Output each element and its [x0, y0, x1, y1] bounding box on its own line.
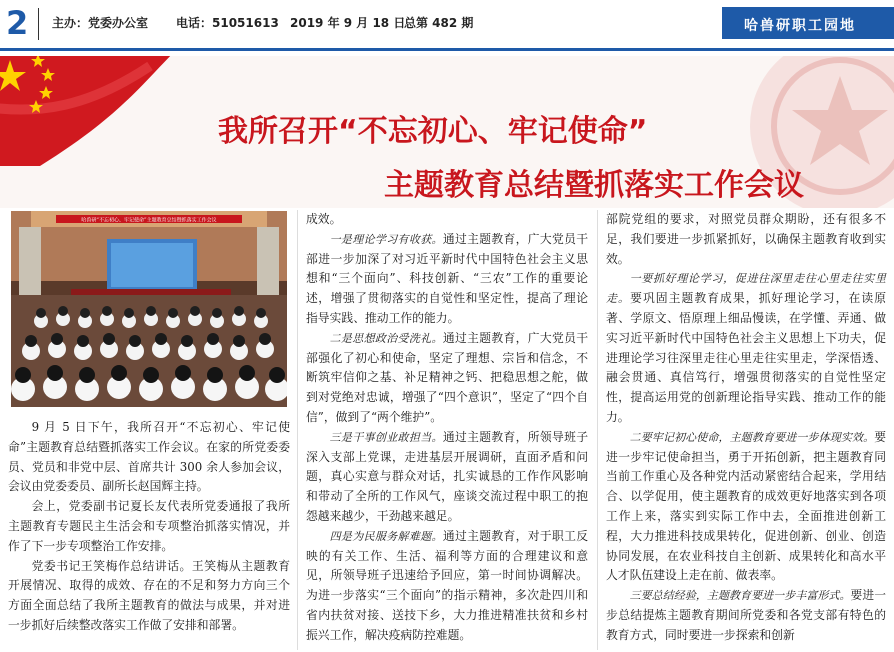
article-title-line2: 主题教育总结暨抓落实工作会议 — [384, 168, 804, 203]
issue-label: 总第 482 期 — [404, 16, 474, 30]
column-divider — [297, 210, 298, 650]
paragraph-body: 通过主题教育，广大党员干部强化了初心和使命，坚定了理想、宗旨和信念，不断筑牢信仰之基、补足精神之钙、把稳思想之舵，做到对党绝对忠诚，增强了“四个意识”，坚定了“四个自信”，做到了“两个维护”。 — [306, 330, 588, 424]
paragraph-body: 要进一步牢记使命担当，勇于开拓创新，把主题教育同当前工作重心及各种党内活动紧密结合起来，学用结合、以学促用，使主题教育的成效更好地落实到各项工作上来，落实到实际工作中去，全面推进创新工程，大力推进科技成果转化，促进创新、创业、创造协同发展，在农业科技自主创新、成果转化和高水平人才队伍建设上走在前、做表率。 — [606, 429, 886, 583]
article-title-line1: 我所召开“不忘初心、牢记使命” — [218, 114, 648, 149]
section-banner — [722, 7, 894, 39]
paragraph-body: 通过主题教育，对于职工反映的有关工作、生活、福利等方面的合理建议和意见，所领导班子迅速给予回应，第一时间协调解决。为进一步落实“三个面向”的指示精神，多次赴四川和省内扶贫对接、送技下乡，大力推进精准扶贫和乡村振兴工作，解决疫病防控难题。 — [306, 528, 588, 642]
page-header — [0, 0, 894, 52]
paragraph — [606, 428, 886, 586]
paragraph — [306, 230, 588, 329]
paragraph-body: 要巩固主题教育成果，抓好理论学习，在读原著、学原文、悟原理上细品慢读，在学懂、弄通、做实习近平新时代中国特色社会主义思想上下功夫，促进理论学习往深里走往心里走往实里走，学深悟透、融会贯通、真信笃行，增强贯彻落实的自觉性坚定性，提高运用党的创新理论指导实践、推动工作的能力。 — [606, 291, 886, 424]
paragraph-lead: 二要牢记初心使命，主题教育要进一步体现实效。 — [629, 430, 875, 444]
sponsor-label: 主办：党委办公室 — [52, 16, 149, 30]
paragraph — [306, 329, 588, 428]
article-column-2 — [306, 210, 588, 646]
section-title: 哈兽研职工园地 — [744, 18, 856, 34]
paragraph-lead: 四是为民服务解难题。 — [329, 529, 443, 543]
paragraph-body: 通过主题教育，所领导班子深入支部上党课，走进基层开展调研，直面矛盾和问题，真心实意与群众对话，扎实诚恳的工作作风影响和带动了全所的工作风气，座谈交流过程中职工的抱怨越来越少，干劲越来越足。 — [306, 429, 588, 523]
paragraph-lead: 一是理论学习有收获。 — [329, 232, 443, 246]
paragraph-lead: 三要总结经验，主题教育要进一步丰富形式。 — [629, 589, 851, 603]
paragraph-body: 要进一步总结提炼主题教育期间所党委和各党支部有特色的教育方式，同时要进一步探索和创新 — [606, 588, 886, 642]
page-number: 2 — [6, 4, 29, 42]
article-column-3 — [606, 210, 886, 646]
photo-banner-text: 哈兽研“不忘初心、牢记使命”主题教育总结暨抓落实工作会议 — [81, 217, 217, 224]
paragraph-continuation: 部院党组的要求，对照党员群众期盼，还有很多不足，我们要进一步抓紧抓好，以确保主题教育收到实效。 — [606, 212, 886, 266]
paragraph-lead: 二是思想政治受洗礼。 — [329, 331, 443, 345]
paragraph: 党委书记王笑梅作总结讲话。王笑梅从主题教育开展情况、取得的成效、存在的不足和努力方向三个方面全面总结了我所主题教育的做法与成果，并对进一步抓好后续整改落实工作做了安排和部署。 — [8, 558, 290, 632]
header-divider — [38, 8, 39, 40]
paragraph: 会上，党委副书记夏长友代表所党委通报了我所主题教育专题民主生活会和专项整治抓落实情况，并作了下一步专项整治工作安排。 — [8, 499, 290, 553]
paragraph — [606, 269, 886, 427]
paragraph-lead: 一要抓好理论学习，促进往深里走往心里走往实里走。 — [606, 272, 886, 306]
paragraph-lead: 三是干事创业敢担当。 — [329, 430, 443, 444]
paragraph — [306, 527, 588, 646]
paragraph-body: 通过主题教育，广大党员干部进一步加深了对习近平新时代中国特色社会主义思想和“三个面向”、科技创新、“三农”工作的重要论述，增强了贯彻落实的自觉性和坚定性，提高了理论指导实践、推动工作的能力。 — [306, 231, 588, 325]
article-column-1 — [8, 418, 290, 636]
header-rule — [0, 48, 894, 51]
paragraph: 9 月 5 日下午，我所召开“不忘初心、牢记使命”主题教育总结暨抓落实工作会议。在家的所党委委员、党员和非党中层、首席共计 300 余人参加会议，会议由党委委员、副所长赵国辉主持。 — [8, 420, 290, 494]
paragraph-continuation: 成效。 — [306, 212, 342, 226]
flag-icon — [0, 56, 180, 166]
meeting-photo — [11, 211, 287, 407]
column-divider — [597, 210, 598, 650]
paragraph — [606, 586, 886, 645]
phone-label: 电话：51051613 — [176, 16, 279, 30]
paragraph — [306, 428, 588, 527]
date-label: 2019 年 9 月 18 日 — [290, 16, 406, 30]
